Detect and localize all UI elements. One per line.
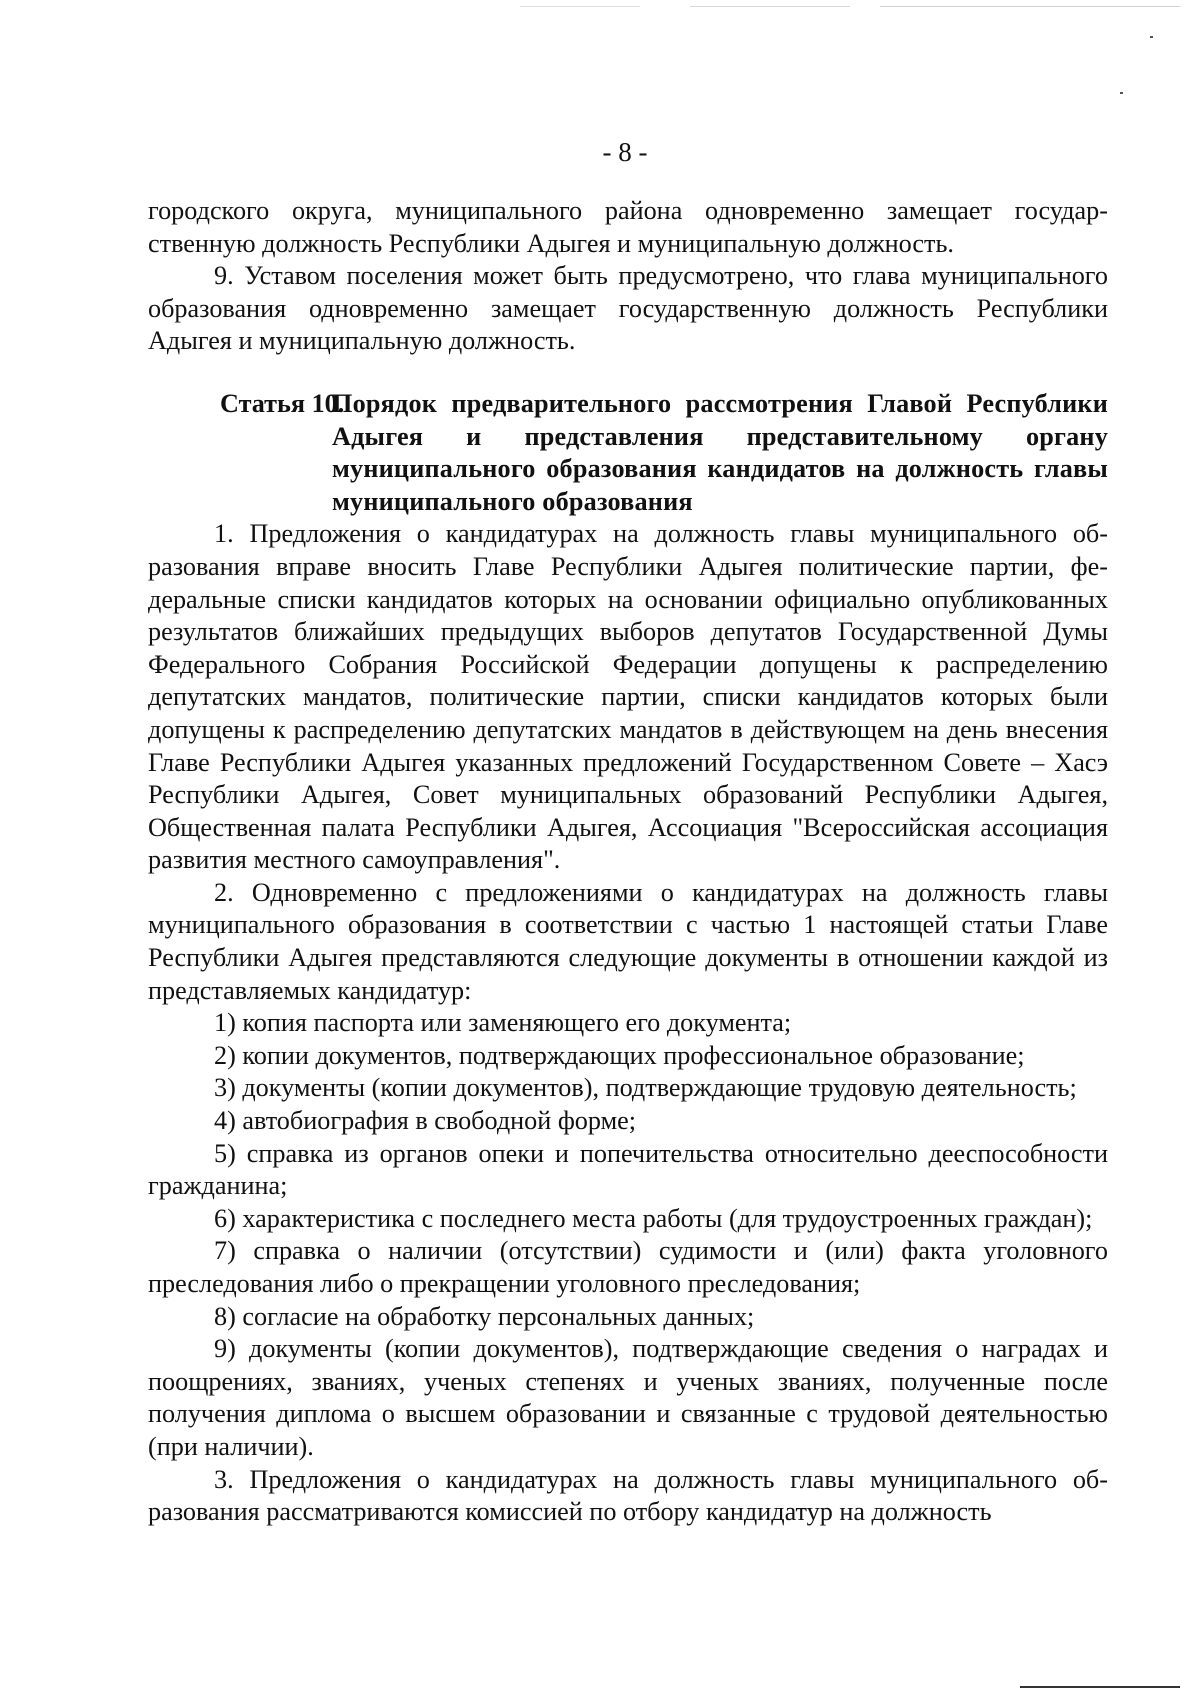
scan-artifact-line bbox=[690, 6, 850, 7]
list-item: 5) справка из органов опеки и попечительства относительно дееспособности гражданина; bbox=[148, 1138, 1108, 1201]
scan-artifact-line bbox=[880, 6, 1180, 7]
scan-artifact-line bbox=[520, 6, 640, 7]
paragraph: 2. Одновременно с предложениями о кандидатурах на должность главы муниципального образования в соответствии с частью 1 настоящей статьи Главе Республики Адыгея представляются следующие документы в отношении каждой из представляемых кандидатур: bbox=[148, 877, 1108, 1005]
article-title: Порядок предварительного рассмотрения Главой Республики Адыгея и представления представительному органу муниципального образования кандидатов на должность главы муниципального образования bbox=[332, 388, 1108, 516]
document-body bbox=[148, 195, 1108, 1529]
list-item: 2) копии документов, подтверждающих профессиональное образование; bbox=[214, 1040, 1025, 1070]
scan-artifact-dot bbox=[1120, 92, 1123, 94]
scan-artifact-bottom-rule bbox=[1020, 1686, 1180, 1688]
list-item: 9) документы (копии документов), подтверждающие сведения о наградах и поощрениях, званиях, ученых степенях и ученых званиях, полученные после получения диплома о высшем образовании и связанные с трудовой деятельностью (при наличии). bbox=[148, 1334, 1108, 1461]
list-item: 4) автобиография в свободной форме; bbox=[214, 1106, 637, 1136]
paragraph: 9. Уставом поселения может быть предусмотрено, что глава муниципального образования одновременно замещает государственную должность Республики Адыгея и муниципальную должность. bbox=[148, 261, 1108, 356]
paragraph: 3. Предложения о кандидатурах на должность главы муниципального образования рассматриваются комиссией по отбору кандидатур на должность bbox=[148, 1464, 1108, 1527]
list-item: 6) характеристика с последнего места работы (для трудоустроенных граждан); bbox=[214, 1203, 1093, 1233]
article-number: Статья 10. bbox=[220, 388, 345, 418]
list-item: 8) согласие на обработку персональных данных; bbox=[214, 1301, 755, 1331]
list-item: 1) копия паспорта или заменяющего его документа; bbox=[214, 1008, 792, 1038]
paragraph: городского округа, муниципального района одновременно замещает государственную должность Республики Адыгея и муниципальную должность. bbox=[148, 196, 1108, 258]
page-number: - 8 - bbox=[602, 137, 648, 167]
paragraph: 1. Предложения о кандидатурах на должность главы муниципального образования вправе вносить Главе Республики Адыгея политические партии, федеральные списки кандидатов которых на основании официально опубликованных результатов ближайших предыдущих выборов депутатов Государственной Думы Федерального Собрания Российской Федерации допущены к распределению депутатских мандатов, политические партии, списки кандидатов которых были допущены к распределению депутатских мандатов в действующем на день внесения Главе Республики Адыгея указанных предложений Государственном Совете – Хасэ Республики Адыгея, Совет муниципальных образований Республики Адыгея, Общественная палата Республики Адыгея, Ассоциация "Всероссийская ассоциация развития местного самоуправления". bbox=[148, 519, 1108, 875]
scan-artifact-dot bbox=[1150, 36, 1153, 38]
article-heading bbox=[148, 388, 1108, 518]
list-item: 3) документы (копии документов), подтверждающие трудовую деятельность; bbox=[214, 1073, 1077, 1103]
list-item: 7) справка о наличии (отсутствии) судимости и (или) факта уголовного преследования либо о прекращении уголовного преследования; bbox=[148, 1236, 1108, 1298]
